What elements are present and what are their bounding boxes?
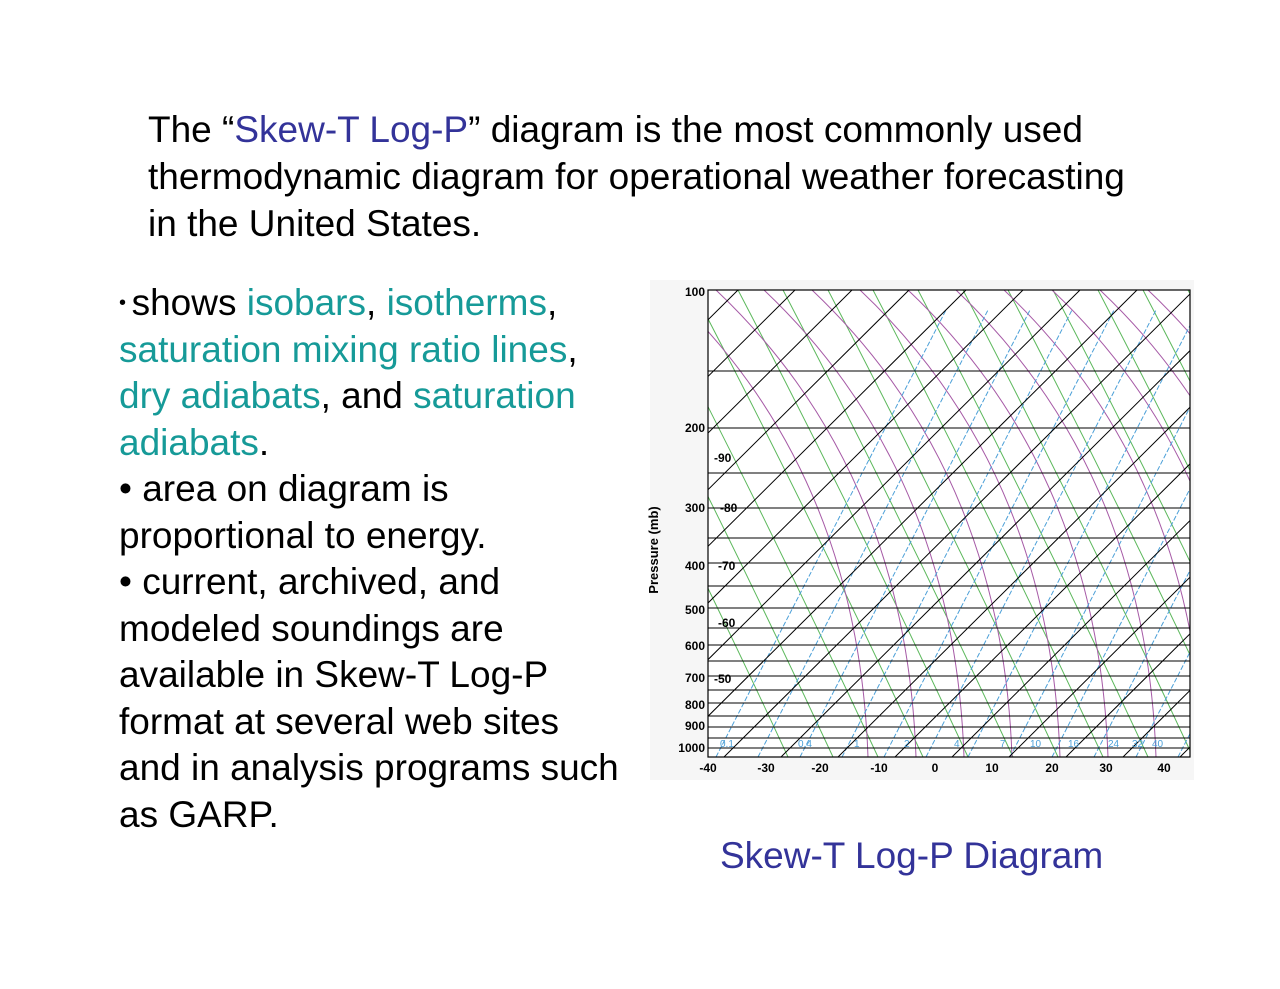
- x-tick-minus20: -20: [811, 761, 829, 775]
- x-tick-10: 10: [985, 761, 999, 775]
- sep-3: ,: [567, 328, 578, 370]
- sep-1: ,: [366, 282, 387, 323]
- x-tick-minus40: -40: [699, 761, 717, 775]
- y-tick-900: 900: [684, 719, 705, 733]
- isotherm-label-minus50: -50: [714, 672, 732, 686]
- isotherm-line: [1180, 290, 1280, 757]
- term-isotherms: isotherms: [386, 282, 547, 323]
- bullet-shows-prefix: shows: [131, 282, 247, 323]
- y-tick-200: 200: [684, 421, 705, 435]
- y-axis-label: Pressure (mb): [646, 506, 661, 594]
- sep-4: , and: [320, 375, 414, 416]
- bullet-soundings: • current, archived, and modeled soundings are available in Skew-T Log-P format at several web sites and in analysis programs such as GARP.: [119, 561, 619, 835]
- bullet-marker: •: [119, 292, 132, 314]
- bullet-shows: [119, 280, 619, 466]
- y-tick-800: 800: [684, 698, 705, 712]
- mixing-label-10: 10: [1030, 739, 1042, 750]
- term-dry-adiabats: dry adiabats: [119, 375, 321, 416]
- intro-post: ” diagram is the most commonly used thermodynamic diagram for operational weather forecasting in the United States.: [148, 109, 1125, 244]
- y-tick-700: 700: [684, 671, 705, 685]
- intro-paragraph: [148, 106, 1148, 247]
- diagram-caption: Skew-T Log-P Diagram: [720, 835, 1104, 876]
- mixing-label-1: 1: [854, 739, 860, 750]
- isotherm-label-minus80: -80: [720, 501, 738, 515]
- x-tick-20: 20: [1045, 761, 1059, 775]
- isotherm-line: [1237, 290, 1280, 757]
- mixing-label-40: 40: [1152, 739, 1164, 750]
- y-tick-100: 100: [684, 285, 705, 299]
- skew-t-diagram: [646, 280, 1194, 780]
- y-tick-600: 600: [684, 639, 705, 653]
- sep-2: ,: [546, 282, 558, 323]
- mixing-label-16: 16: [1068, 739, 1080, 750]
- term-isobars: isobars: [246, 282, 366, 323]
- x-tick-minus10: -10: [870, 761, 888, 775]
- mixing-label-2: 2: [904, 739, 910, 750]
- y-tick-500: 500: [684, 603, 705, 617]
- intro-highlight: Skew-T Log-P: [234, 109, 469, 150]
- mixing-label-7: 7: [1000, 739, 1006, 750]
- term-saturation-adiabats: saturation adiabats: [119, 375, 576, 463]
- x-tick-30: 30: [1099, 761, 1113, 775]
- mixing-label-24: 24: [1108, 739, 1120, 750]
- x-tick-40: 40: [1157, 761, 1171, 775]
- mixing-label-4: 4: [954, 739, 960, 750]
- isotherm-label-minus60: -60: [718, 616, 736, 630]
- x-tick-minus30: -30: [757, 761, 775, 775]
- y-tick-300: 300: [684, 501, 705, 515]
- intro-pre: The “: [148, 109, 235, 150]
- bullet-list: [119, 280, 619, 838]
- isotherm-label-minus90: -90: [714, 451, 732, 465]
- bullet-area: • area on diagram is proportional to energy.: [119, 468, 487, 556]
- y-tick-400: 400: [684, 559, 705, 573]
- x-tick-0: 0: [931, 761, 939, 775]
- y-tick-1000: 1000: [678, 741, 705, 755]
- isotherm-label-minus70: -70: [718, 559, 736, 573]
- mixing-label-32: 32: [1132, 739, 1144, 750]
- mixing-label-0-1: 0.1: [720, 739, 734, 750]
- term-mixing-ratio: saturation mixing ratio lines: [119, 328, 568, 370]
- mixing-label-0-4: 0.4: [798, 739, 812, 750]
- sep-5: .: [258, 421, 270, 463]
- dry-adiabat-line: [1233, 290, 1280, 757]
- dry-adiabat-line: [1188, 290, 1280, 757]
